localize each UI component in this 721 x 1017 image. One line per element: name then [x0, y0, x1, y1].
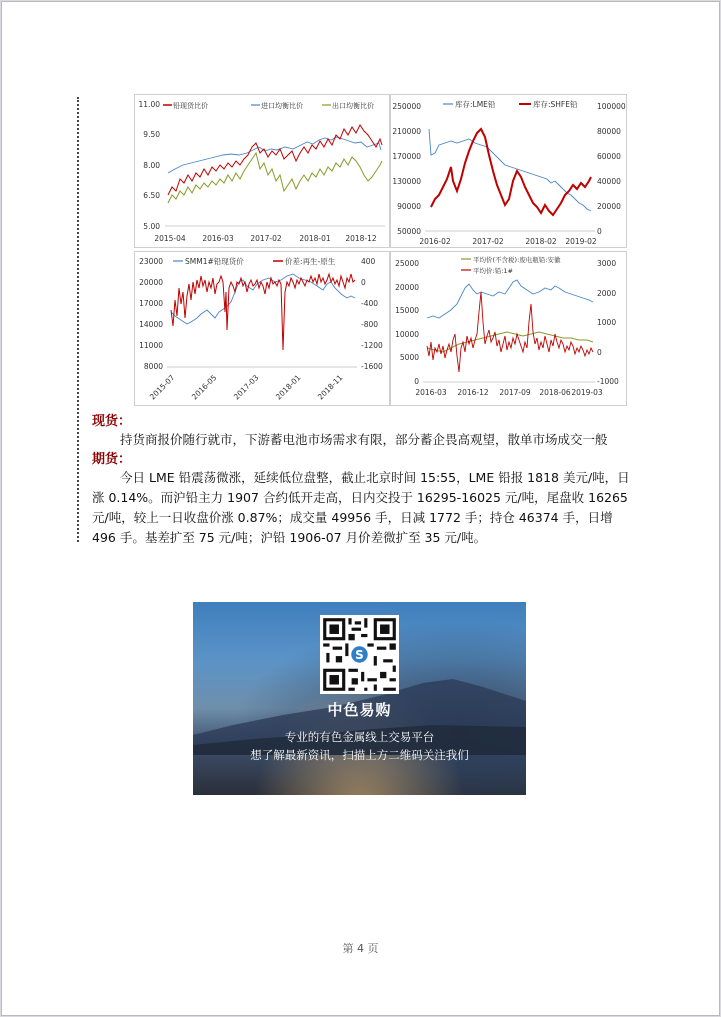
c3-yl-1: 20000	[139, 278, 163, 287]
spot-paragraph: 持货商报价随行就市，下游蓄电池市场需求有限，部分蓄企畏高观望，散单市场成交一般	[120, 432, 608, 447]
c2-yr-1: 80000	[597, 127, 621, 136]
c1-xtick-3: 2018-01	[299, 234, 331, 243]
c2-xtick-2: 2018-02	[525, 237, 557, 246]
c2-yl-2: 170000	[392, 152, 421, 161]
c4-yl-0: 25000	[395, 259, 419, 268]
c3-yl-0: 23000	[139, 257, 163, 266]
c3-yl-5: 8000	[143, 362, 163, 371]
c2-yr-0: 100000	[597, 102, 626, 111]
c3-yr-4: -1200	[361, 341, 383, 350]
chart-price-ratio	[134, 94, 390, 248]
c2-yr-5: 0	[597, 227, 602, 236]
c4-yl-2: 15000	[395, 306, 419, 315]
c4-xtick-3: 2018-06	[539, 388, 571, 397]
c2-yr-3: 40000	[597, 177, 621, 186]
c2-yl-1: 210000	[392, 127, 421, 136]
c1-xtick-1: 2016-03	[202, 234, 234, 243]
c2-xtick-1: 2017-02	[472, 237, 504, 246]
c3-xtick-3: 2018-01	[273, 373, 303, 402]
legend-4-2: 平均价:铅:1#	[473, 267, 513, 275]
c3-series-spread	[171, 274, 355, 350]
c3-xtick-1: 2016-05	[189, 373, 219, 402]
c3-yr-3: -800	[361, 320, 379, 329]
c1-xtick-4: 2018-12	[345, 234, 377, 243]
c2-yl-0: 250000	[392, 102, 421, 111]
c1-ytick-4: 5.00	[143, 222, 160, 231]
c4-xtick-1: 2016-12	[457, 388, 489, 397]
c2-yr-4: 20000	[597, 202, 621, 211]
document-page	[1, 1, 720, 1016]
legend-3-1: SMM1#铅现货价	[185, 257, 244, 266]
c4-series-avgprice	[427, 280, 593, 318]
c1-xtick-0: 2015-04	[154, 234, 186, 243]
spot-heading: 现货：	[92, 414, 132, 429]
c1-series-import	[168, 137, 381, 173]
chart-smm-price	[134, 251, 390, 406]
c1-xtick-2: 2017-02	[250, 234, 282, 243]
qr-code[interactable]	[320, 615, 399, 694]
c2-yr-2: 60000	[597, 152, 621, 161]
c4-yr-1: 2000	[597, 289, 617, 298]
c4-yr-4: -1000	[597, 377, 619, 386]
legend-1-2: 进口均衡比价	[261, 102, 303, 110]
c4-series-spread	[427, 292, 593, 372]
c2-yl-5: 50000	[397, 227, 421, 236]
c3-yr-1: 0	[361, 278, 366, 287]
c2-xtick-0: 2016-02	[419, 237, 451, 246]
futures-heading: 期货：	[92, 452, 132, 467]
legend-4-1: 平均价(不含税):废电瓶铅:安徽	[473, 256, 561, 264]
futures-paragraph: 今日 LME 铅震荡微涨，延续低位盘整，截止北京时间 15:55，LME 铅报 1818 美元/吨，日涨 0.14%。而沪铅主力 1907 合约低开走高，日内交投于 16295-16025 元/吨，尾盘收 16265 元/吨，较上一日收盘价涨 0.87%；成交量 49956 手，日减 1772 手；持仓 46374 手，日增 496 手。基差扩至 75 元/吨；沪铅 1906-07 月价差微扩至 35 元/吨。	[92, 470, 630, 545]
c4-yr-0: 3000	[597, 259, 617, 268]
c4-yl-3: 10000	[395, 330, 419, 339]
c2-yl-3: 130000	[392, 177, 421, 186]
brand-name: 中色易购	[327, 701, 392, 719]
c3-yl-2: 17000	[139, 299, 163, 308]
c1-ytick-3: 6.50	[143, 191, 160, 200]
legend-1-3: 出口均衡比价	[332, 102, 374, 110]
legend-3-2: 价差:再生-原生	[285, 257, 336, 266]
c4-xtick-2: 2017-09	[499, 388, 531, 397]
c1-ytick-2: 8.00	[143, 161, 160, 170]
legend-1-1: 铅现货比价	[173, 102, 208, 110]
c4-xtick-0: 2016-03	[415, 388, 447, 397]
c1-ytick-0: 11.00	[138, 100, 160, 109]
c2-yl-4: 90000	[397, 202, 421, 211]
c3-yl-4: 11000	[139, 341, 163, 350]
c4-yl-1: 20000	[395, 283, 419, 292]
c4-yr-3: 0	[597, 348, 602, 357]
banner-tagline: 专业的有色金属线上交易平台	[284, 730, 435, 744]
legend-2-1: 库存:LME铅	[455, 100, 496, 109]
c3-xtick-0: 2015-07	[147, 373, 177, 402]
legend-2-2: 库存:SHFE铅	[533, 100, 578, 109]
chart-scrap-battery	[390, 251, 627, 406]
c4-yl-4: 5000	[399, 353, 419, 362]
c3-yl-3: 14000	[139, 320, 163, 329]
c4-yr-2: 1000	[597, 318, 617, 327]
c3-yr-0: 400	[361, 257, 376, 266]
c1-series-spot	[168, 125, 382, 195]
c2-xtick-3: 2019-02	[565, 237, 597, 246]
page-number: 第 4 页	[342, 942, 379, 955]
c3-yr-5: -1600	[361, 362, 383, 371]
c3-series-smm	[171, 274, 355, 324]
c3-xtick-2: 2017-03	[231, 373, 261, 402]
c4-xtick-4: 2019-03	[571, 388, 603, 397]
banner-call-to-action: 想了解最新资讯，扫描上方二维码关注我们	[250, 748, 469, 762]
svg-text:S: S	[355, 648, 364, 663]
chart-inventory	[390, 94, 627, 248]
c3-xtick-4: 2018-11	[315, 373, 345, 402]
chart-panel	[134, 94, 626, 406]
c1-ytick-1: 9.50	[143, 130, 160, 139]
promo-banner	[193, 602, 526, 795]
margin-dotted-rule	[77, 97, 79, 542]
c3-yr-2: -400	[361, 299, 379, 308]
c4-yl-5: 0	[414, 377, 419, 386]
